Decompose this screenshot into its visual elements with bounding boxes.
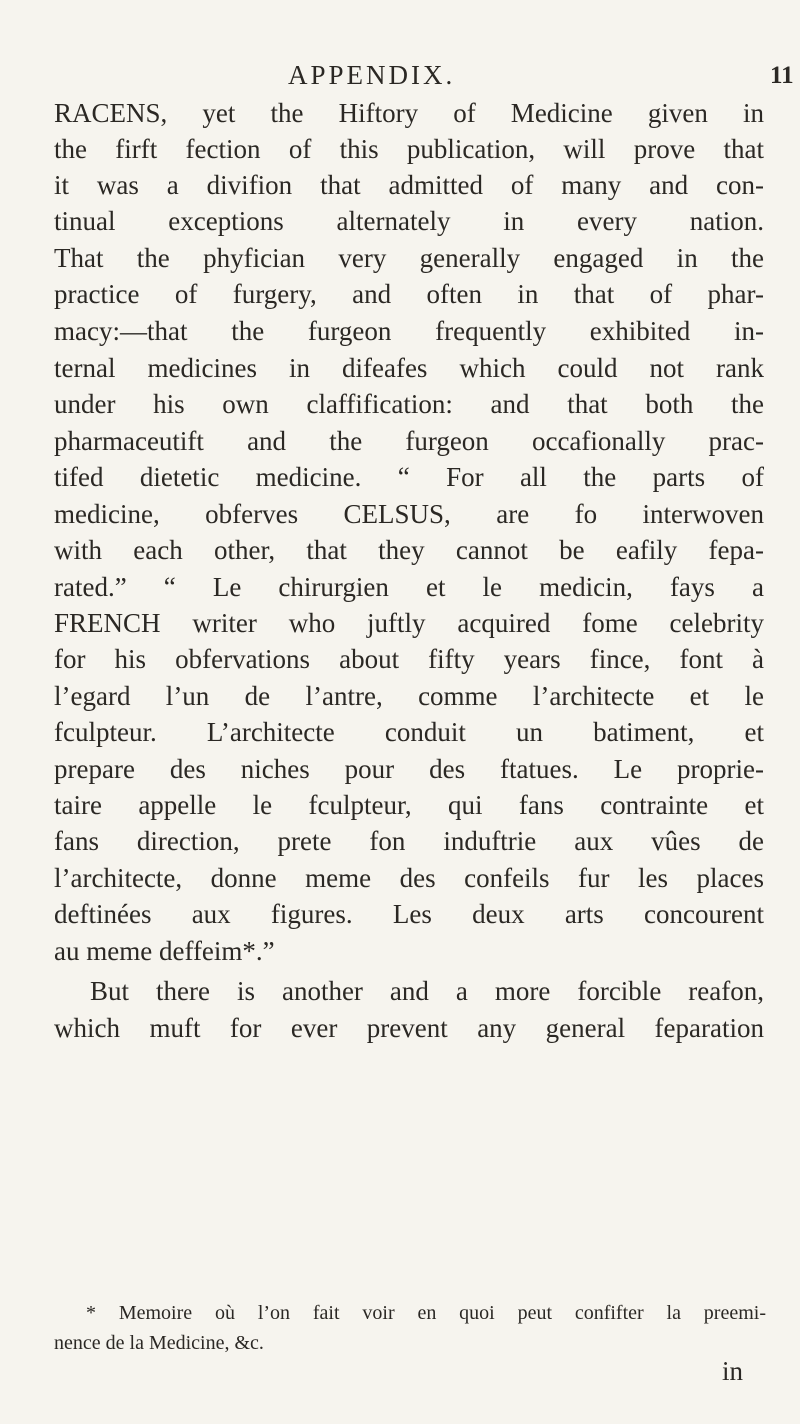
text-line: That the phyfician very generally engaged in the <box>54 243 764 273</box>
text-line: with each other, that they cannot be eafily fepa- <box>54 535 764 565</box>
text-line: l’architecte, donne meme des confeils fur les places <box>54 863 764 893</box>
footnote-line: nence de la Medicine, &c. <box>54 1332 264 1354</box>
running-title: APPENDIX. <box>288 60 456 90</box>
text-line: the firft fection of this publication, will prove that <box>54 134 764 164</box>
running-head <box>0 60 800 100</box>
text-line: prepare des niches pour des ftatues. Le proprie- <box>54 754 764 784</box>
footnote <box>54 1298 766 1358</box>
page-number: 11 <box>770 62 794 89</box>
text-line: deftinées aux figures. Les deux arts concourent <box>54 899 764 929</box>
text-line: But there is another and a more forcible reafon, <box>90 976 764 1006</box>
text-line: fculpteur. L’architecte conduit un batiment, et <box>54 717 764 747</box>
catchword: in <box>722 1356 744 1386</box>
text-line: taire appelle le fculpteur, qui fans contrainte et <box>54 790 764 820</box>
text-line: under his own claffification: and that both the <box>54 389 764 419</box>
text-line: which muft for ever prevent any general feparation <box>54 1013 764 1043</box>
text-line: practice of furgery, and often in that of phar- <box>54 279 764 309</box>
text-line: it was a divifion that admitted of many and con- <box>54 170 764 200</box>
text-line: fans direction, prete fon induftrie aux vûes de <box>54 826 764 856</box>
text-line: l’egard l’un de l’antre, comme l’architecte et le <box>54 681 764 711</box>
text-line: rated.” “ Le chirurgien et le medicin, fays a <box>54 572 764 602</box>
text-line: FRENCH writer who juftly acquired fome celebrity <box>54 608 764 638</box>
footnote-line: * Memoire où l’on fait voir en quoi peut confifter la preemi- <box>86 1302 766 1324</box>
text-line: for his obfervations about fifty years fince, font à <box>54 644 764 674</box>
text-line: tifed dietetic medicine. “ For all the parts of <box>54 462 764 492</box>
text-line: RACENS, yet the Hiftory of Medicine given in <box>54 98 764 128</box>
text-line: tinual exceptions alternately in every nation. <box>54 206 764 236</box>
text-line: macy:—that the furgeon frequently exhibited in- <box>54 316 764 346</box>
text-line: medicine, obferves CELSUS, are fo interwoven <box>54 499 764 529</box>
text-line: au meme deffeim*.” <box>54 936 275 966</box>
text-line: ternal medicines in difeafes which could not rank <box>54 353 764 383</box>
text-line: pharmaceutift and the furgeon occafionally prac- <box>54 426 764 456</box>
